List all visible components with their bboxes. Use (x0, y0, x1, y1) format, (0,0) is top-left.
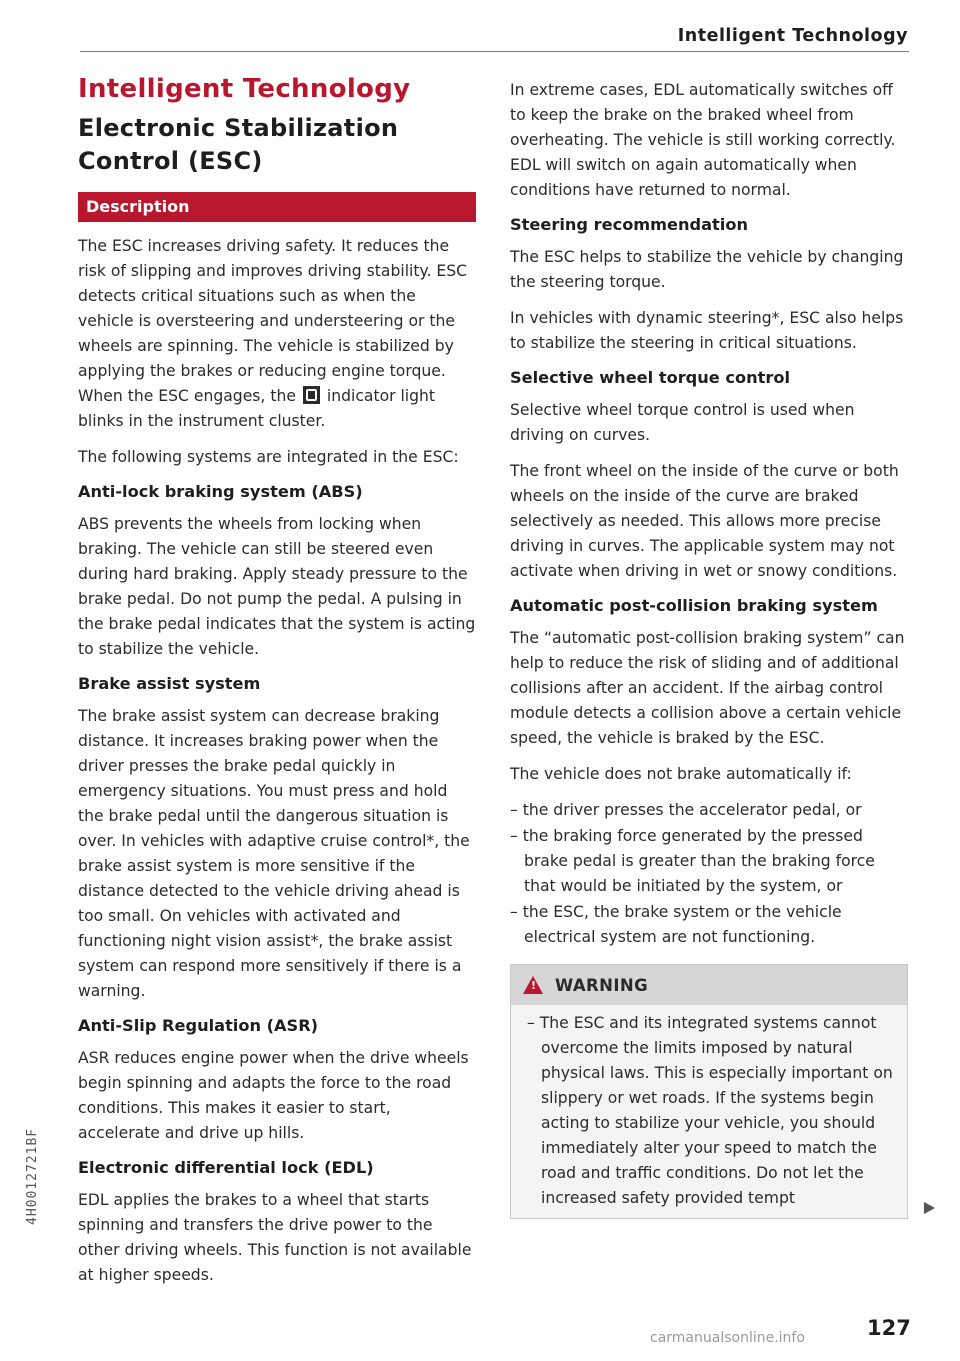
edl-text: EDL applies the brakes to a wheel that starts spinning and transfers the drive power to the other driving wheels. This function is not available at higher speeds. (78, 1191, 472, 1284)
list-item: – the braking force generated by the pressed brake pedal is greater than the braking force that would be initiated by the system, or (510, 827, 875, 895)
brake-assist-text: The brake assist system can decrease braking distance. It increases braking power when the driver presses the brake pedal quickly in emergency situations. You must press and hold the brake pedal until the dangerous situation is over. In vehicles with adaptive cruise control*, the brake assist system is more sensitive if the distance detected to the vehicle driving ahead is too small. On vehicles with activated and functioning night vision assist*, the brake assist system can respond more sensitively if there is a warning. (78, 707, 470, 1000)
steering-text-1: The ESC helps to stabilize the vehicle by changing the steering torque. (510, 248, 904, 291)
section-title: Intelligent Technology (78, 74, 411, 104)
warning-triangle-icon (523, 976, 543, 994)
systems-intro: The following systems are integrated in the ESC: (78, 448, 459, 466)
warning-box (510, 964, 908, 1219)
intro-paragraph (78, 234, 476, 434)
edl-continued: In extreme cases, EDL automatically switches off to keep the brake on the braked wheel from overheating. The vehicle is still working correctly. EDL will switch on again automatically when conditions have returned to normal. (510, 81, 896, 199)
brake-assist-heading: Brake assist system (78, 674, 261, 693)
asr-heading: Anti-Slip Regulation (ASR) (78, 1016, 319, 1035)
list-item: – the ESC, the brake system or the vehicle electrical system are not functioning. (510, 903, 842, 946)
left-column (78, 72, 476, 1299)
chapter-title: Electronic Stabilization Control (ESC) (78, 114, 399, 175)
list-item: – The ESC and its integrated systems cannot overcome the limits imposed by natural physical laws. This is especially important on slippery or wet roads. If the systems begin acting to stabilize your vehicle, you should immediately alter your speed to match the road and traffic conditions. Do not let the increased safety provided tempt (527, 1014, 893, 1207)
warning-label: WARNING (555, 975, 649, 995)
intro-text-a: The ESC increases driving safety. It reduces the risk of slipping and improves driving stability. ESC detects critical situations such as when the vehicle is oversteering and understeering or the wheels are spinning. The vehicle is stabilized by applying the brakes or reducing engine torque. When the ESC engages, the (78, 237, 468, 405)
list-item: – the driver presses the accelerator pedal, or (510, 801, 862, 819)
description-bar: Description (78, 192, 476, 222)
warning-header (511, 965, 907, 1005)
steering-text-2: In vehicles with dynamic steering*, ESC also helps to stabilize the steering in critical situations. (510, 309, 904, 352)
edl-heading: Electronic differential lock (EDL) (78, 1158, 374, 1177)
swtc-text-2: The front wheel on the inside of the curve or both wheels on the inside of the curve are braked selectively as needed. This allows more precise driving in curves. The applicable system may not activate when driving in wet or snowy conditions. (510, 462, 899, 580)
abs-heading: Anti-lock braking system (ABS) (78, 482, 363, 501)
page-number: 127 (867, 1316, 911, 1340)
swtc-text-1: Selective wheel torque control is used when driving on curves. (510, 401, 855, 444)
swtc-heading: Selective wheel torque control (510, 368, 791, 387)
esc-indicator-icon (303, 386, 320, 404)
right-column (510, 78, 908, 1219)
no-brake-intro: The vehicle does not brake automatically if: (510, 765, 852, 783)
running-head: Intelligent Technology (677, 26, 908, 46)
steering-heading: Steering recommendation (510, 215, 748, 234)
no-brake-list (510, 798, 908, 950)
side-code: 4H0012721BF (25, 1127, 40, 1225)
continue-arrow-icon (924, 1202, 935, 1214)
abs-text: ABS prevents the wheels from locking when braking. The vehicle can still be steered even during hard braking. Apply steady pressure to the brake pedal. Do not pump the pedal. A pulsing in the brake pedal indicates that the system is acting to stabilize the vehicle. (78, 515, 476, 658)
warning-list (511, 1005, 907, 1218)
post-collision-heading: Automatic post-collision braking system (510, 596, 878, 615)
post-collision-text: The “automatic post-collision braking system” can help to reduce the risk of sliding and of additional collisions after an accident. If the airbag control module detects a collision above a certain vehicle speed, the vehicle is braked by the ESC. (510, 629, 905, 747)
asr-text: ASR reduces engine power when the drive wheels begin spinning and adapts the force to the road conditions. This makes it easier to start, accelerate and drive up hills. (78, 1049, 469, 1142)
header-rule (80, 51, 909, 52)
intro-text-b: indicator light blinks in the instrument cluster. (78, 387, 436, 430)
watermark: carmanualsonline.info (650, 1330, 805, 1346)
